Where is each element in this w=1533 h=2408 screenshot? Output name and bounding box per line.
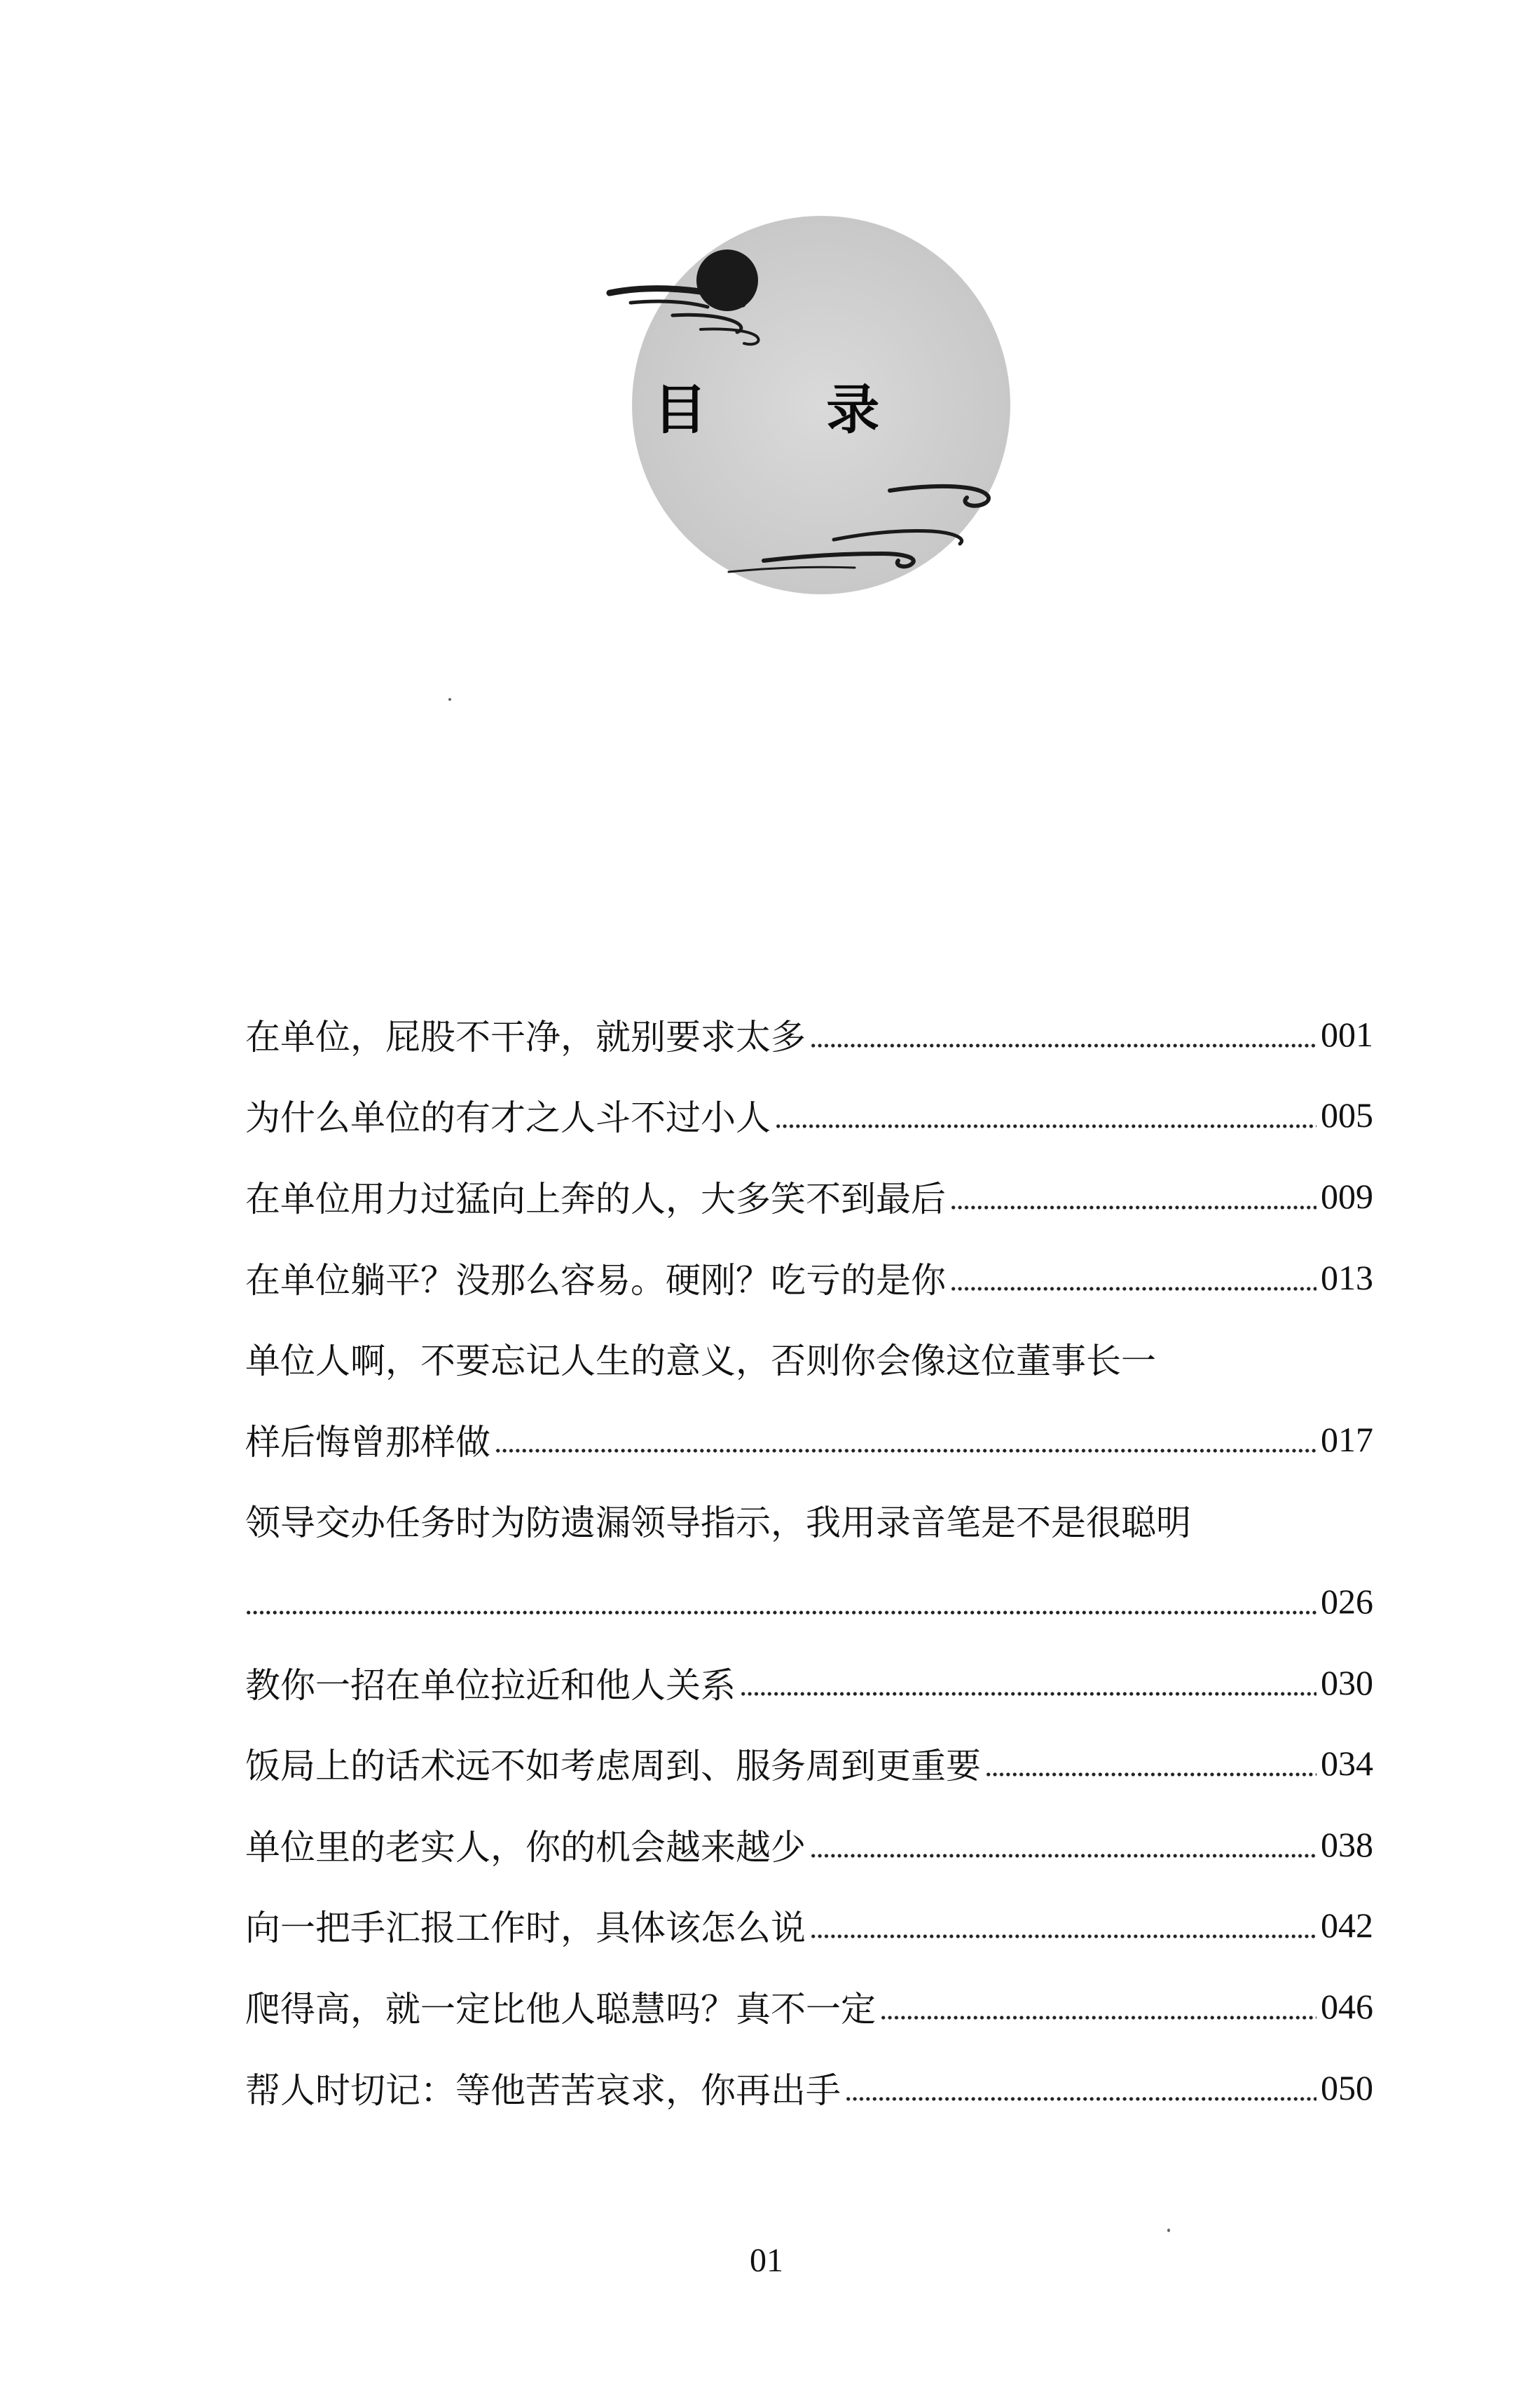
toc-entry-page: 026 bbox=[1321, 1581, 1373, 1621]
toc-entry-title: 在单位用力过猛向上奔的人，大多笑不到最后 bbox=[245, 1178, 946, 1219]
dot-leader bbox=[775, 1122, 1317, 1130]
toc-entry[interactable] bbox=[245, 1075, 1373, 1156]
dot-leader bbox=[810, 1041, 1317, 1050]
toc-entry-page: 050 bbox=[1321, 2067, 1373, 2107]
table-of-contents bbox=[245, 994, 1373, 2128]
toc-entry-title: 在单位躺平？没那么容易。硬刚？吃亏的是你 bbox=[245, 1259, 946, 1301]
toc-entry-page: 038 bbox=[1321, 1824, 1373, 1864]
toc-entry-page: 001 bbox=[1321, 1014, 1373, 1054]
toc-entry[interactable] bbox=[245, 1885, 1373, 1966]
toc-entry[interactable] bbox=[245, 1156, 1373, 1237]
dot-leader bbox=[810, 1932, 1317, 1941]
dot-leader bbox=[810, 1852, 1317, 1860]
toc-entry-title: 单位人啊，不要忘记人生的意义，否则你会像这位董事长一 bbox=[245, 1341, 1156, 1382]
toc-entry-title: 单位里的老实人，你的机会越来越少 bbox=[245, 1826, 806, 1868]
toc-entry-title: 帮人时切记：等他苦苦哀求，你再出手 bbox=[245, 2070, 841, 2111]
dot-leader bbox=[985, 1770, 1317, 1779]
dot-leader bbox=[880, 2013, 1317, 2022]
toc-entry-title: 在单位，屁股不干净，就别要求太多 bbox=[245, 1016, 806, 1058]
dot-leader bbox=[845, 2095, 1317, 2103]
toc-entry-title: 教你一招在单位拉近和他人关系 bbox=[245, 1664, 736, 1706]
toc-entry-page: 005 bbox=[1321, 1095, 1373, 1135]
toc-entry-page: 042 bbox=[1321, 1906, 1373, 1945]
scan-speck bbox=[448, 698, 451, 701]
toc-entry-title: 爬得高，就一定比他人聪慧吗？真不一定 bbox=[245, 1988, 876, 2030]
toc-entry-line1[interactable] bbox=[245, 1480, 1373, 1561]
toc-entry-page: 009 bbox=[1321, 1176, 1373, 1216]
toc-entry-page: 034 bbox=[1321, 1744, 1373, 1784]
toc-entry-page: 030 bbox=[1321, 1662, 1373, 1702]
dot-leader bbox=[245, 1608, 1317, 1617]
dot-leader bbox=[950, 1285, 1317, 1293]
toc-entry-line1[interactable] bbox=[245, 1318, 1373, 1399]
toc-entry-title: 为什么单位的有才之人斗不过小人 bbox=[245, 1097, 771, 1139]
toc-entry-title: 样后悔曾那样做 bbox=[245, 1421, 490, 1463]
toc-entry-page: 046 bbox=[1321, 1986, 1373, 2026]
toc-entry[interactable] bbox=[245, 1237, 1373, 1318]
moon-icon bbox=[696, 249, 758, 311]
toc-entry[interactable] bbox=[245, 1642, 1373, 1723]
toc-entry-page: 013 bbox=[1321, 1257, 1373, 1297]
toc-entry[interactable] bbox=[245, 1723, 1373, 1804]
toc-entry[interactable] bbox=[245, 1966, 1373, 2047]
toc-entry-title: 领导交办任务时为防遗漏领导指示，我用录音笔是不是很聪明 bbox=[245, 1503, 1191, 1544]
page-number: 01 bbox=[750, 2242, 783, 2279]
toc-entry-page: 017 bbox=[1321, 1419, 1373, 1459]
toc-entry[interactable] bbox=[245, 2047, 1373, 2128]
toc-entry[interactable] bbox=[245, 994, 1373, 1075]
scan-speck bbox=[1167, 2229, 1170, 2232]
page-title: 目 录 bbox=[653, 378, 930, 441]
dot-leader bbox=[950, 1203, 1317, 1212]
toc-entry-title: 饭局上的话术远不如考虑周到、服务周到更重要 bbox=[245, 1746, 981, 1787]
dot-leader bbox=[495, 1446, 1317, 1455]
toc-entry[interactable] bbox=[245, 1804, 1373, 1885]
toc-entry-line2[interactable] bbox=[245, 1399, 1373, 1480]
toc-entry-title: 向一把手汇报工作时，具体该怎么说 bbox=[245, 1908, 806, 1949]
toc-entry-line2[interactable] bbox=[245, 1561, 1373, 1642]
dot-leader bbox=[740, 1690, 1317, 1698]
